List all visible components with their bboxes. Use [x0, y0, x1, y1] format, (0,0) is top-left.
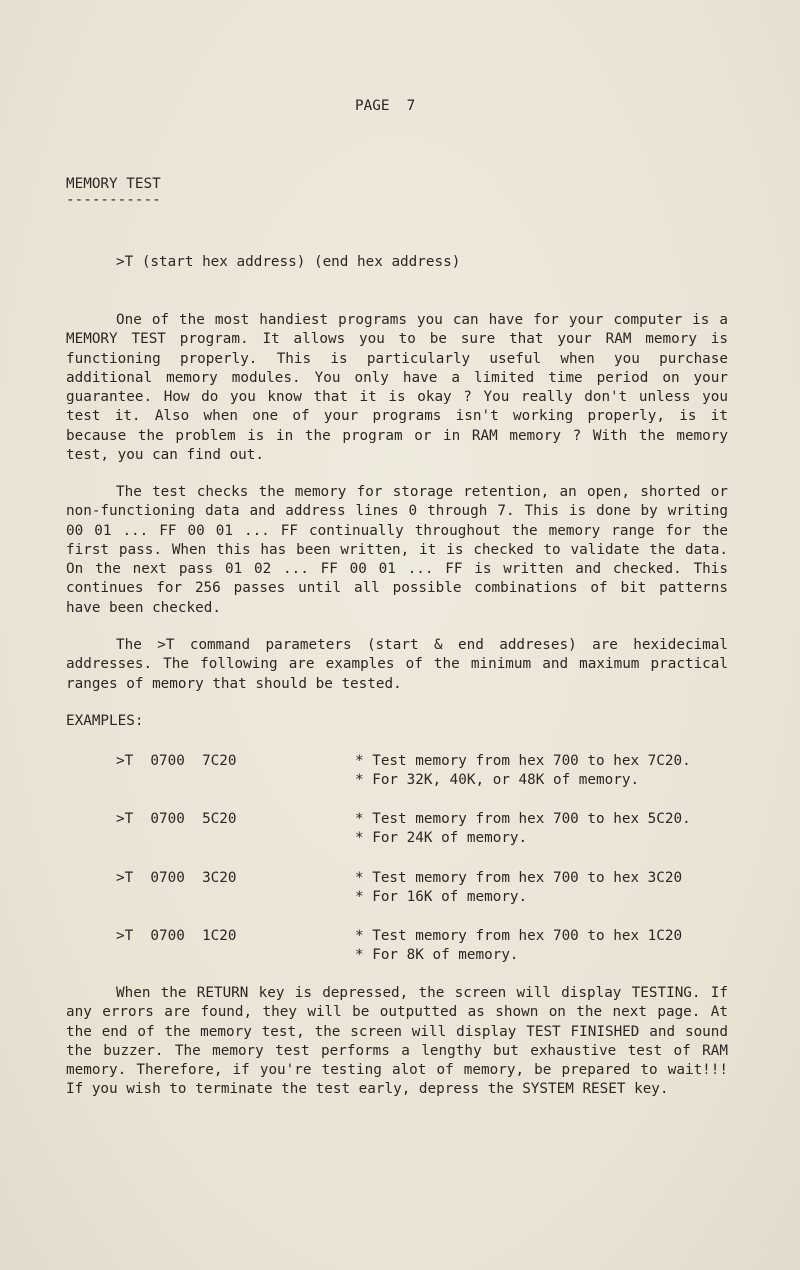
paragraph-closing	[66, 984, 728, 1100]
paragraph-intro	[66, 311, 728, 465]
example-command: >T 0700 3C20	[116, 870, 237, 886]
example-note: * Test memory from hex 700 to hex 7C20.	[355, 753, 691, 769]
examples-label: EXAMPLES:	[66, 713, 144, 729]
example-command: >T 0700 7C20	[116, 753, 237, 769]
page-number: PAGE 7	[355, 98, 416, 114]
example-command: >T 0700 1C20	[116, 928, 237, 944]
paragraph-parameters	[66, 636, 728, 694]
example-command: >T 0700 5C20	[116, 811, 237, 827]
section-title: MEMORY TEST	[66, 176, 161, 192]
example-note: * For 16K of memory.	[355, 889, 528, 905]
example-note: * Test memory from hex 700 to hex 3C20	[355, 870, 683, 886]
paragraph-text: One of the most handiest programs you can have for your computer is a MEMORY TEST program. It allows you to be sure that your RAM memory is functioning properly. This is particularly useful when you purchase additional memory modules. You only have a limited time period on your guarantee. How do you know that it is okay ? You really don't unless you test it. Also when one of your programs isn't working properly, is it because the problem is in the program or in RAM memory ? With the memory test, you can find out.	[66, 312, 728, 464]
example-note: * For 8K of memory.	[355, 947, 519, 963]
paragraph-text: The >T command parameters (start & end addreses) are hexidecimal addresses. The following are examples of the minimum and maximum practical ranges of memory that should be tested.	[66, 637, 728, 692]
paragraph-text: When the RETURN key is depressed, the screen will display TESTING. If any errors are found, they will be outputted as shown on the next page. At the end of the memory test, the screen will display TEST FINISHED and sound the buzzer. The memory test performs a lengthy but exhaustive test of RAM memory. Therefore, if you're testing alot of memory, be prepared to wait!!! If you wish to terminate the test early, depress the SYSTEM RESET key.	[66, 985, 728, 1098]
paragraph-text: The test checks the memory for storage retention, an open, shorted or non-functioning data and address lines 0 through 7. This is done by writing 00 01 ... FF 00 01 ... FF continually throughout the memory range for the first pass. When this has been written, it is checked to validate the data. On the next pass 01 02 ... FF 00 01 ... FF is written and checked. This continues for 256 passes until all possible combinations of bit patterns have been checked.	[66, 484, 728, 616]
paragraph-test-description	[66, 483, 728, 618]
example-note: * Test memory from hex 700 to hex 5C20.	[355, 811, 691, 827]
example-note: * For 32K, 40K, or 48K of memory.	[355, 772, 640, 788]
example-note: * Test memory from hex 700 to hex 1C20	[355, 928, 683, 944]
example-note: * For 24K of memory.	[355, 830, 528, 846]
command-syntax: >T (start hex address) (end hex address)	[116, 254, 461, 270]
section-title-underline: -----------	[66, 192, 161, 208]
